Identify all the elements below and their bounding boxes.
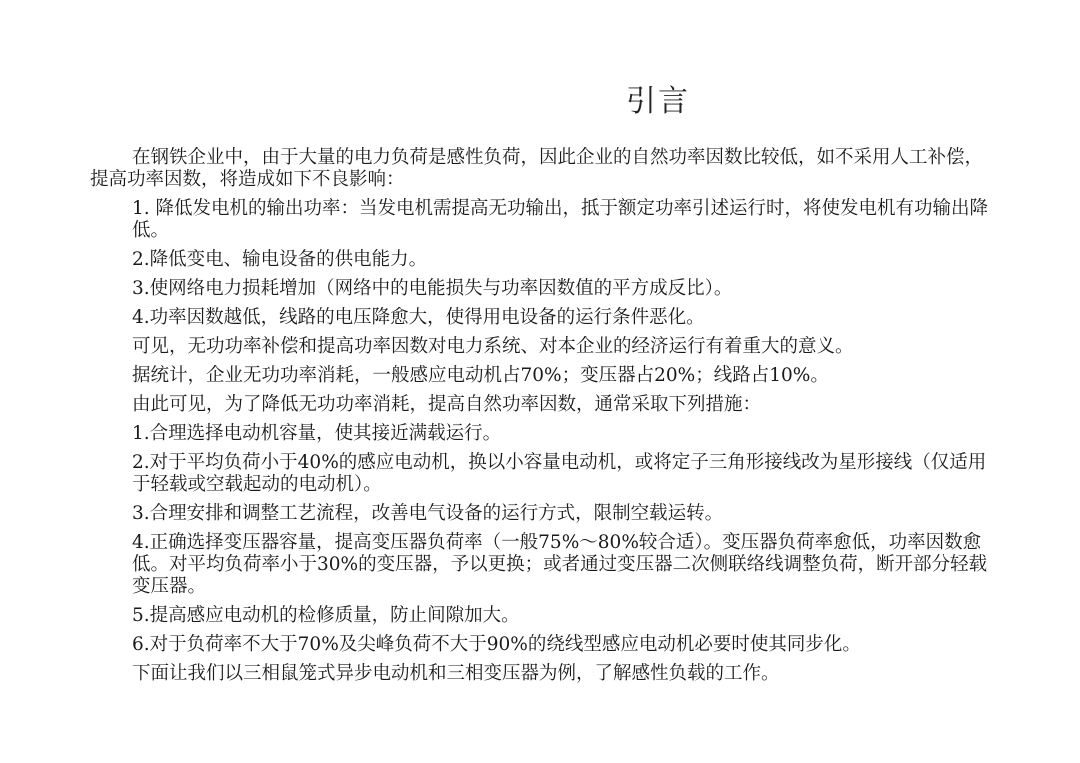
paragraph: 可见，无功功率补偿和提高功率因数对电力系统、对本企业的经济运行有着重大的意义。 [132, 336, 854, 357]
list-item: 4.正确选择变压器容量，提高变压器负荷率（一般75%～80%较合适）。变压器负荷率愈低，功率因数愈低。对平均负荷率小于30%的变压器，予以更换；或者通过变压器二次侧联络线调整负荷，断开部分轻载变压器。 [132, 532, 988, 597]
paragraph: 由此可见，为了降低无功功率消耗，提高自然功率因数，通常采取下列措施： [132, 394, 762, 415]
paragraph-closing: 下面让我们以三相鼠笼式异步电动机和三相变压器为例，了解感性负载的工作。 [132, 663, 780, 684]
slide-body [90, 147, 990, 692]
list-item: 3.使网络电力损耗增加（网络中的电能损失与功率因数值的平方成反比）。 [132, 278, 733, 299]
slide-title: 引言 [626, 84, 690, 119]
list-item: 1.合理选择电动机容量，使其接近满载运行。 [132, 423, 502, 444]
list-item: 2.降低变电、输电设备的供电能力。 [132, 249, 428, 270]
paragraph: 据统计，企业无功功率消耗，一般感应电动机占70%；变压器占20%；线路占10%。 [132, 365, 829, 386]
list-item: 3.合理安排和调整工艺流程，改善电气设备的运行方式，限制空载运转。 [132, 503, 724, 524]
list-item: 1. 降低发电机的输出功率：当发电机需提高无功输出，抵于额定功率引述运行时，将使发电机有功输出降低。 [132, 198, 989, 241]
list-item: 6.对于负荷率不大于70%及尖峰负荷不大于90%的绕线型感应电动机必要时使其同步化。 [132, 634, 861, 655]
list-item: 5.提高感应电动机的检修质量，防止间隙加大。 [132, 605, 520, 626]
paragraph-intro: 在钢铁企业中，由于大量的电力负荷是感性负荷，因此企业的自然功率因数比较低，如不采用人工补偿，提高功率因数，将造成如下不良影响： [90, 147, 984, 190]
list-item: 2.对于平均负荷小于40%的感应电动机，换以小容量电动机，或将定子三角形接线改为星形接线（仅适用于轻载或空载起动的电动机）。 [132, 452, 987, 495]
list-item: 4.功率因数越低，线路的电压降愈大，使得用电设备的运行条件恶化。 [132, 307, 705, 328]
